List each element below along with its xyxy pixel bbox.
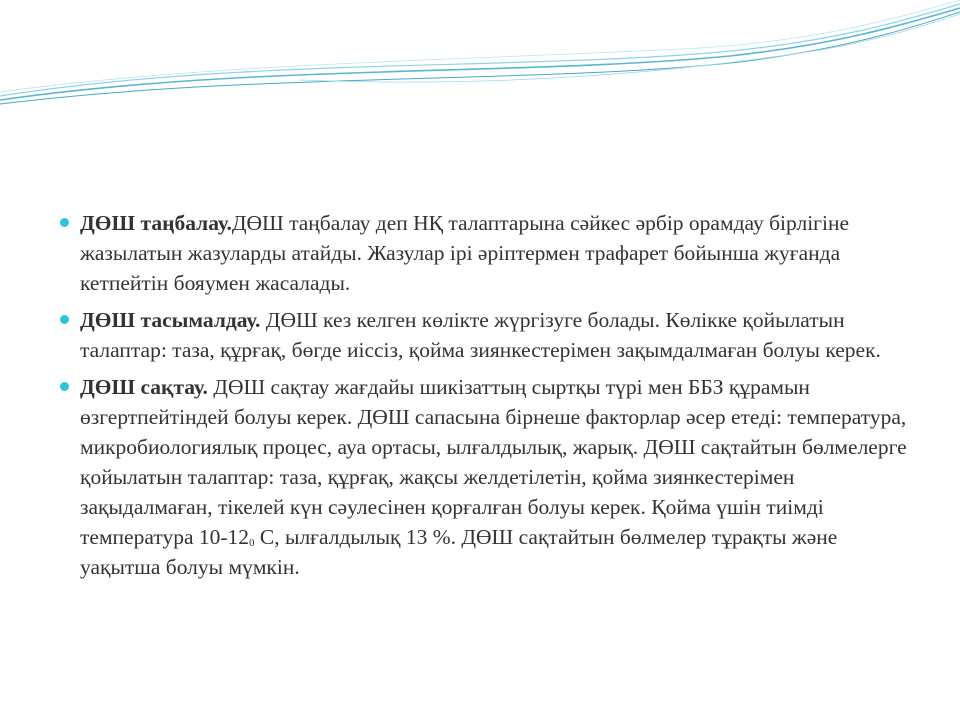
bullet-item-saktau — [60, 372, 920, 582]
bullet-term: ДӨШ таңбалау. — [80, 211, 232, 235]
bullet-dot-icon — [60, 218, 69, 227]
bullet-list — [60, 208, 920, 589]
bullet-term: ДӨШ сақтау. — [80, 375, 208, 399]
decorative-wave — [0, 0, 960, 130]
bullet-item-tanbalau — [60, 208, 920, 298]
bullet-text-continued: С, ылғалдылық 13 %. ДӨШ сақтайтын бөлмелер тұрақты және уақытша болуы мүмкін. — [80, 525, 838, 579]
temperature-subscript: 0 — [249, 537, 255, 549]
bullet-text: ДӨШ сақтау жағдайы шикізаттың сыртқы түрі мен ББЗ құрамын өзгертпейтіндей болуы керек. ДӨШ сапасына бірнеше факторлар әсер етеді: температура, микробиологиялық процес, ауа ортасы, ылғалдылық, жарық. ДӨШ сақтайтын бөлмелерге қойылатын талаптар: таза, құрғақ, жақсы желдетілетін, қойма зиянкестерімен зақыдалмаған, тікелей күн сәулесінен қорғалған болуы керек. Қойма үшін тиімді температура 10-12 — [80, 375, 907, 549]
bullet-item-tasymaldau — [60, 305, 920, 365]
bullet-dot-icon — [60, 382, 69, 391]
bullet-term: ДӨШ тасымалдау. — [80, 308, 261, 332]
bullet-text: ДӨШ таңбалау деп НҚ талаптарына сәйкес әрбір орамдау бірлігіне жазылатын жазуларды атайды. Жазулар ірі әріптермен трафарет бойынша жуғанда кетпейтін бояумен жасалады. — [80, 211, 850, 295]
bullet-text: ДӨШ кез келген көлікте жүргізуге болады. Көлікке қойылатын талаптар: таза, құрғақ, бөгде иіссіз, қойма зиянкестерімен зақымдалмаған болуы керек. — [80, 308, 881, 362]
bullet-dot-icon — [60, 315, 69, 324]
